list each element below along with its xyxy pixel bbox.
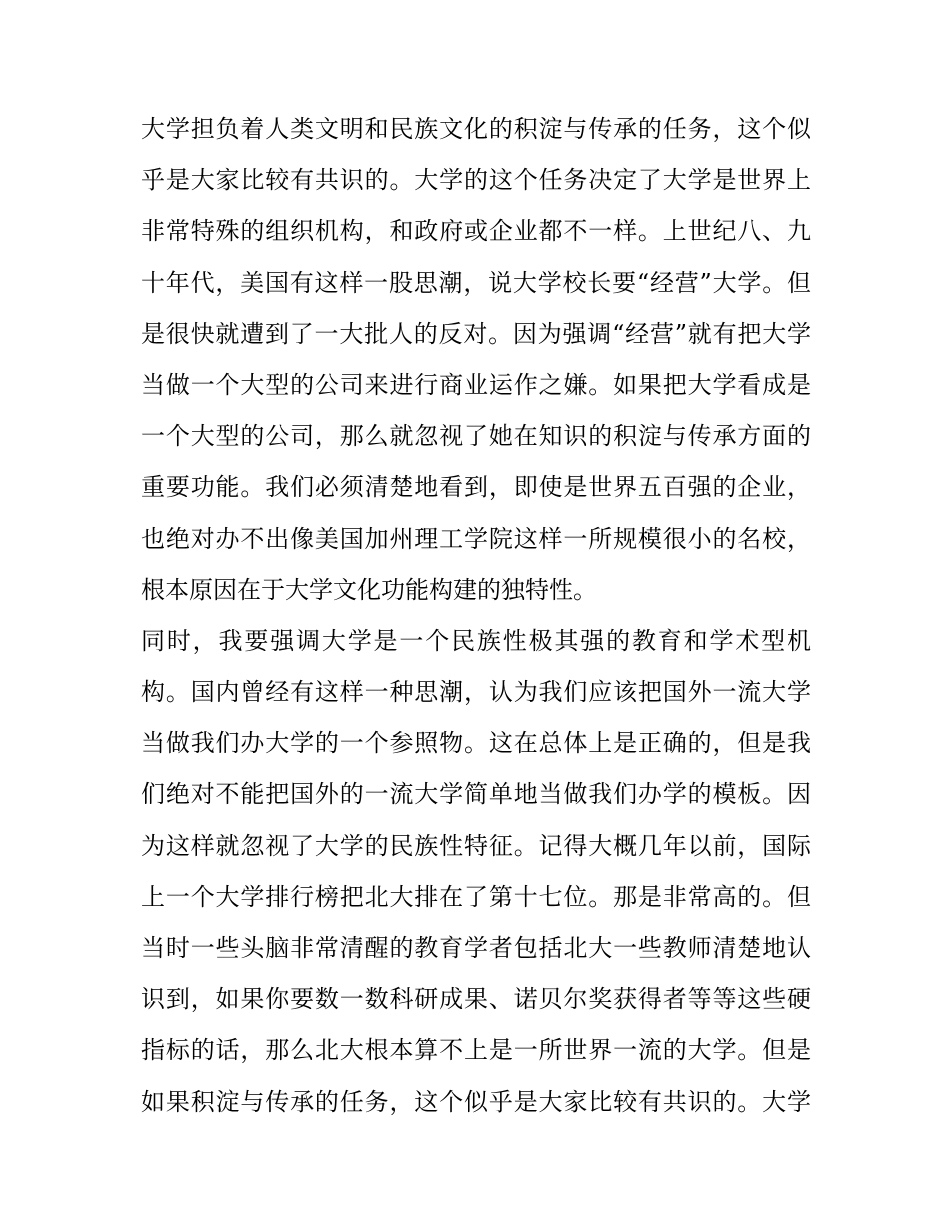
text-line: 如果积淀与传承的任务，这个似乎是大家比较有共识的。大学 xyxy=(141,1087,811,1116)
text-line: 上一个大学排行榜把北大排在了第十七位。那是非常高的。但 xyxy=(141,882,811,911)
paragraph-2 xyxy=(141,616,811,1128)
text-line: 当时一些头脑非常清醒的教育学者包括北大一些教师清楚地认 xyxy=(141,934,811,962)
text-line: 乎是大家比较有共识的。大学的这个任务决定了大学是世界上 xyxy=(141,166,811,195)
text-line: 大学担负着人类文明和民族文化的积淀与传承的任务，这个似 xyxy=(141,115,811,143)
document-body xyxy=(141,104,811,1128)
text-line: 当做一个大型的公司来进行商业运作之嫌。如果把大学看成是 xyxy=(141,370,811,399)
text-line: 十年代，美国有这样一股思潮，说大学校长要“经营”大学。但 xyxy=(141,268,811,297)
text-line: 指标的话，那么北大根本算不上是一所世界一流的大学。但是 xyxy=(141,1036,811,1065)
text-line: 是很快就遭到了一大批人的反对。因为强调“经营”就有把大学 xyxy=(141,319,811,348)
text-line: 为这样就忽视了大学的民族性特征。记得大概几年以前，国际 xyxy=(141,831,811,860)
text-line: 识到，如果你要数一数科研成果、诺贝尔奖获得者等等这些硬 xyxy=(141,985,811,1014)
text-line: 构。国内曾经有这样一种思潮，认为我们应该把国外一流大学 xyxy=(141,678,811,707)
text-line: 重要功能。我们必须清楚地看到，即使是世界五百强的企业， xyxy=(141,473,811,502)
text-line: 们绝对不能把国外的一流大学简单地当做我们办学的模板。因 xyxy=(141,780,811,809)
text-line: 当做我们办大学的一个参照物。这在总体上是正确的，但是我 xyxy=(141,729,811,758)
text-line: 一个大型的公司，那么就忽视了她在知识的积淀与传承方面的 xyxy=(141,422,811,451)
text-line: 非常特殊的组织机构，和政府或企业都不一样。上世纪八、九 xyxy=(141,217,811,246)
text-line: 同时，我要强调大学是一个民族性极其强的教育和学术型机 xyxy=(141,626,811,655)
text-line: 根本原因在于大学文化功能构建的独特性。 xyxy=(141,575,597,604)
paragraph-1 xyxy=(141,104,811,616)
text-line: 也绝对办不出像美国加州理工学院这样一所规模很小的名校， xyxy=(141,524,811,553)
